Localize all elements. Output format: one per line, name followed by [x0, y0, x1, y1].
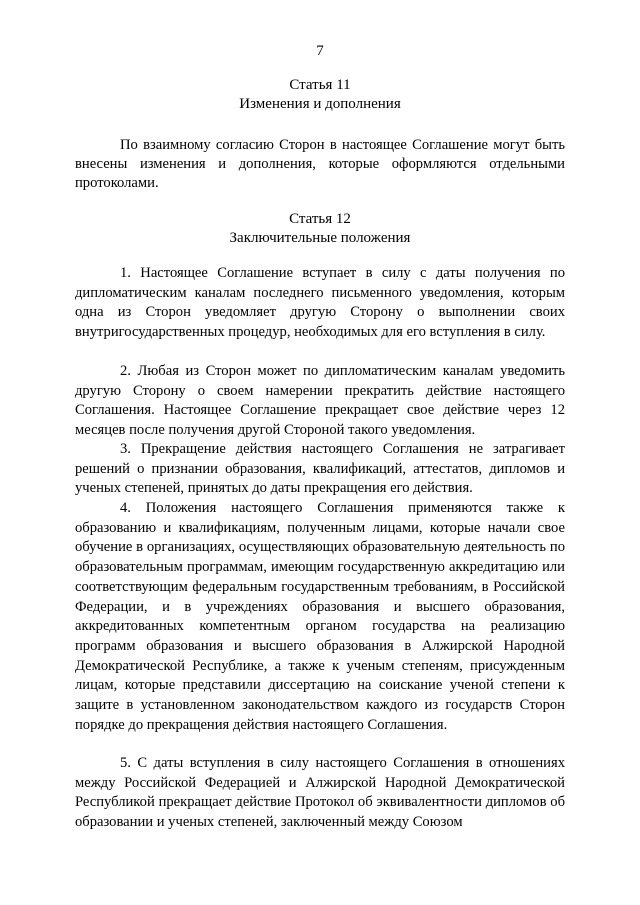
article-12-paragraph-5: 5. С даты вступления в силу настоящего Соглашения в отношениях между Российской Федерацией и Алжирской Народной Демократической Республикой прекращает действие Протокол об эквивалентности дипломов об образовании и ученых степеней, заключенный между Союзом	[75, 755, 565, 831]
article-11-title: Статья 11	[289, 77, 351, 93]
article-12-heading	[0, 210, 640, 248]
article-11-subtitle: Изменения и дополнения	[239, 96, 401, 112]
article-12-subtitle: Заключительные положения	[229, 230, 411, 246]
page-number: 7	[316, 43, 324, 59]
article-11-heading	[0, 76, 640, 114]
article-12-title: Статья 12	[289, 211, 351, 227]
article-11-text: По взаимному согласию Сторон в настоящее Соглашение могут быть внесены изменения и дополнения, которые оформляются отдельными протоколами.	[75, 137, 565, 192]
article-12-paragraph-4: 4. Положения настоящего Соглашения применяются также к образованию и квалификациям, полученным лицами, которые начали свое обучение в организациях, осуществляющих образовательную деятельность по образовательным программам, имеющим государственную аккредитацию или соответствующим федеральным государственным требованиям, в Российской Федерации, и в учреждениях образования и высшего образования, аккредитованных компетентным органом государства на реализацию программ образования и высшего образования в Алжирской Народной Демократической Республике, а также к ученым степеням, присужденным лицам, которые представили диссертацию на соискание ученой степени к защите в установленном законодательством каждого из государств Сторон порядке до прекращения действия настоящего Соглашения.	[75, 500, 565, 733]
article-12-paragraph-3: 3. Прекращение действия настоящего Соглашения не затрагивает решений о признании образования, квалификаций, аттестатов, дипломов и ученых степеней, принятых до даты прекращения его действия.	[75, 441, 565, 497]
article-12-paragraph-1: 1. Настоящее Соглашение вступает в силу с даты получения по дипломатическим каналам последнего письменного уведомления, которым одна из Сторон уведомляет другую Сторону о выполнении своих внутригосударственных процедур, необходимых для его вступления в силу.	[75, 265, 565, 341]
article-12-paragraph-2: 2. Любая из Сторон может по дипломатическим каналам уведомить другую Сторону о своем намерении прекратить действие настоящего Соглашения. Настоящее Соглашение прекращает свое действие через 12 месяцев после получения другой Стороной такого уведомления.	[75, 363, 565, 439]
